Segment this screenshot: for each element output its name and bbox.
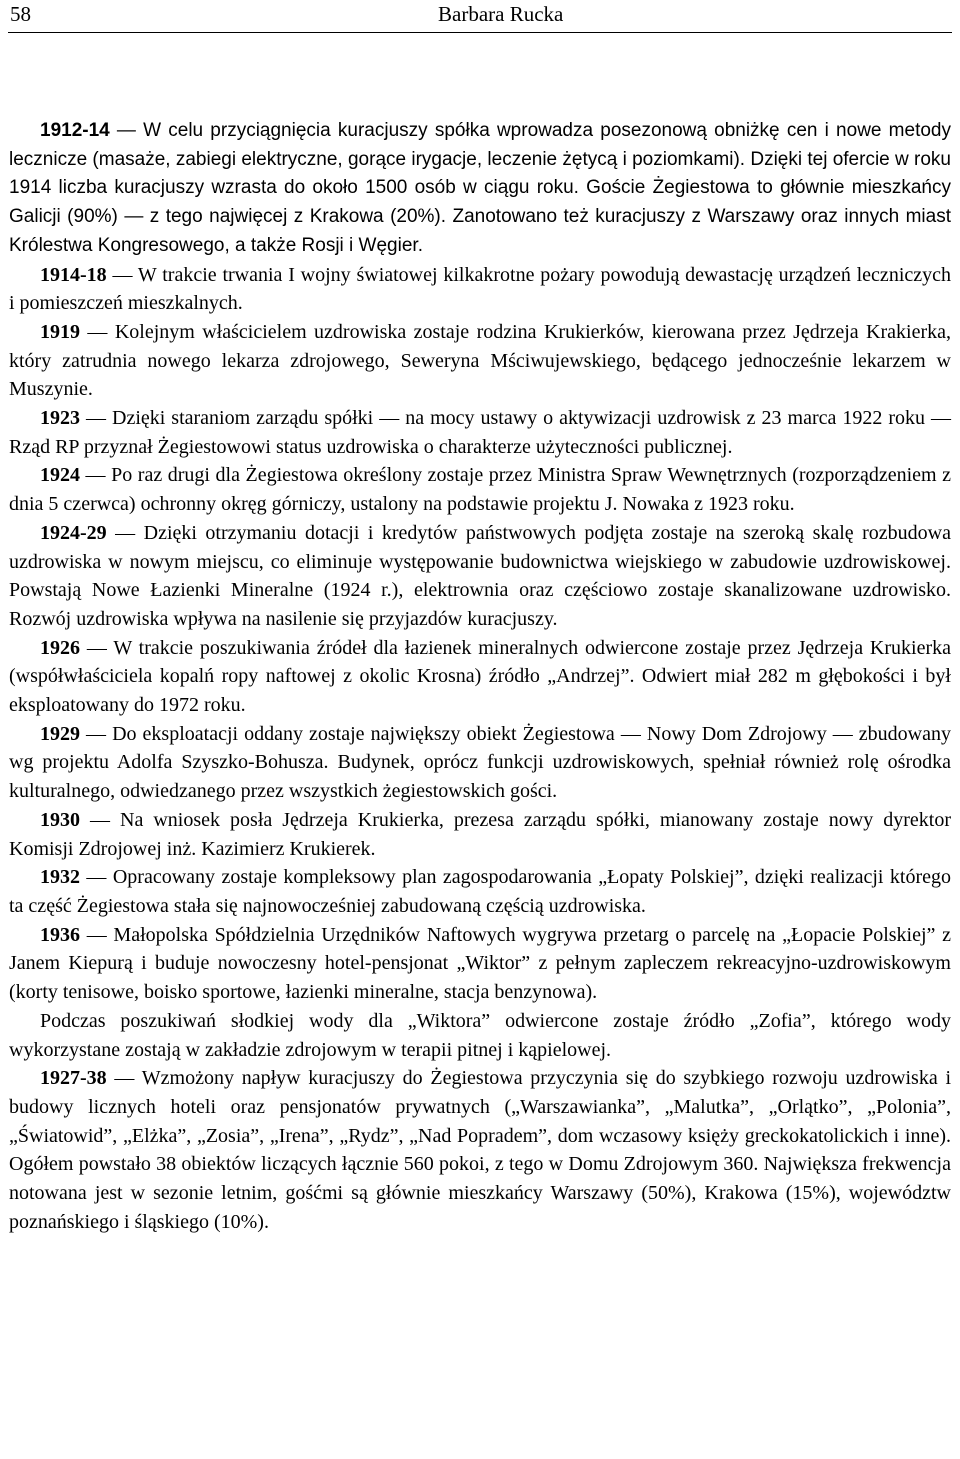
entry-year: 1924 bbox=[40, 464, 80, 487]
entry-text: W trakcie poszukiwania źródeł dla łazienek mineralnych odwiercone zostaje przez Jędrzeja Krukierka (współwłaściciela kopalń ropy naftowej z okolic Krosna) źródło „Andrzej”. Odwiert miał 282 m głębokości i był eksploatowany do 1972 roku. bbox=[9, 636, 952, 717]
entry-text: Dzięki staraniom zarządu spółki — na mocy ustawy o aktywizacji uzdrowisk z 23 marca 1922 roku — Rząd RP przyznał Żegiestowowi status uzdrowiska o charakterze użyteczności publicznej. bbox=[9, 407, 951, 458]
entry-separator: — bbox=[106, 263, 138, 286]
entry-text: Po raz drugi dla Żegiestowa określony zostaje przez Ministra Spraw Wewnętrznych (rozporządzeniem z dnia 5 czerwca) ochronny okręg górniczy, ustalony na podstawie projektu J. Nowaka z 1923 roku. bbox=[9, 464, 952, 516]
chronology-entry bbox=[9, 461, 951, 518]
entry-text: Kolejnym właścicielem uzdrowiska zostaje rodzina Krukierków, kierowana przez Jędrzeja Krakierka, który zatrudnia nowego lekarza zdrojowego, Seweryna Mściwujewskiego, będącego jednocześnie lekarzem w Muszynie. bbox=[9, 320, 951, 401]
entry-year: 1919 bbox=[40, 320, 80, 343]
entry-text: Do eksploatacji oddany zostaje największy obiekt Żegiestowa — Nowy Dom Zdrojowy — zbudowany wg projektu Adolfa Szyszko-Bohusza. Budynek, oprócz funkcji uzdrowiskowych, spełniał również rolę ośrodka kulturalnego, odwiedzanego przez wszystkich żegiestowskich gości. bbox=[9, 722, 951, 803]
entry-year: 1923 bbox=[40, 407, 80, 430]
chronology-entry bbox=[9, 1064, 951, 1236]
entry-text: W celu przyciągnięcia kuracjuszy spółka wprowadza posezonową obniżkę cen i nowe metody lecznicze (masaże, zabiegi elektryczne, gorące irygacje, leczenie żętycą i poziomkami). Dzięki tej ofercie w roku 1914 liczba kuracjuszy wzrasta do około 1500 osób w ciągu roku. Goście Żegiestowa to głównie mieszkańcy Galicji (90%) — z tego najwięcej z Krakowa (20%). Zanotowano też kuracjuszy z Warszawy oraz innych miast Królestwa Kongresowego, a także Rosji i Węgier. bbox=[9, 120, 951, 256]
entry-year: 1936 bbox=[40, 923, 80, 946]
chronology-entry bbox=[9, 863, 951, 920]
chronology-entry bbox=[9, 519, 951, 634]
chronology-entry bbox=[9, 806, 951, 863]
entry-text: W trakcie trwania I wojny światowej kilkakrotne pożary powodują dewastację urządzeń leczniczych i pomieszczeń mieszkalnych. bbox=[9, 263, 952, 315]
entry-year: 1930 bbox=[40, 808, 80, 831]
running-header bbox=[8, 0, 952, 33]
chronology-entry bbox=[9, 921, 951, 1007]
chronology-entry bbox=[9, 261, 951, 318]
chronology-paragraph bbox=[9, 1007, 951, 1064]
entry-year: 1912-14 bbox=[40, 120, 110, 141]
entry-separator: — bbox=[80, 808, 121, 831]
entry-separator: — bbox=[80, 464, 112, 487]
running-author: Barbara Rucka bbox=[438, 2, 564, 26]
chronology-entry bbox=[9, 634, 951, 720]
entry-text: Wzmożony napływ kuracjuszy do Żegiestowa przyczynia się do szybkiego rozwoju uzdrowiska i budowy licznych hoteli oraz pensjonatów prywatnych („Warszawianka”, „Malutka”, „Orlątko”, „Polonia”, „Światowid”, „Elżka”, „Zosia”, „Irena”, „Rydz”, „Nad Popradem”, dom wczasowy księży greckokatolickich i inne). Ogółem powstało 38 obiektów liczących łącznie 560 pokoi, z tego w Domu Zdrojowym 360. Największa frekwencja notowana jest w sezonie letnim, gośćmi są głównie mieszkańcy Warszawy (50%), Krakowa (15%), województw poznańskiego i śląskiego (10%). bbox=[9, 1067, 952, 1233]
entry-separator: — bbox=[106, 521, 144, 544]
entry-year: 1929 bbox=[40, 722, 80, 745]
entry-year: 1932 bbox=[40, 866, 80, 889]
entry-separator: — bbox=[109, 120, 144, 141]
entry-text: Opracowany zostaje kompleksowy plan zagospodarowania „Łopaty Polskiej”, dzięki realizacji którego ta część Żegiestowa stała się najnowocześniej zabudowaną częścią uzdrowiska. bbox=[9, 866, 951, 917]
chronology-entry bbox=[9, 117, 951, 261]
entry-separator: — bbox=[80, 923, 114, 946]
page-number: 58 bbox=[10, 2, 31, 26]
chronology-text bbox=[9, 117, 951, 1236]
entry-year: 1914-18 bbox=[40, 263, 107, 286]
entry-separator: — bbox=[106, 1067, 142, 1090]
entry-separator: — bbox=[80, 320, 115, 343]
entry-separator: — bbox=[80, 636, 114, 659]
entry-year: 1926 bbox=[40, 636, 80, 659]
chronology-entry bbox=[9, 720, 951, 806]
chronology-entry bbox=[9, 318, 951, 404]
chronology-entry bbox=[9, 404, 951, 461]
entry-separator: — bbox=[80, 866, 113, 889]
entry-text: Podczas poszukiwań słodkiej wody dla „Wiktora” odwiercone zostaje źródło „Zofia”, którego wody wykorzystane zostają w zakładzie zdrojowym w terapii pitnej i kąpielowej. bbox=[9, 1009, 951, 1061]
entry-text: Na wniosek posła Jędrzeja Krukierka, prezesa zarządu spółki, mianowany zostaje nowy dyrektor Komisji Zdrojowej inż. Kazimierz Krukierek. bbox=[9, 808, 951, 860]
entry-text: Małopolska Spółdzielnia Urzędników Naftowych wygrywa przetarg o parcelę na „Łopacie Polskiej” z Janem Kiepurą i buduje nowoczesny hotel-pensjonat „Wiktor” z pełnym zapleczem rekreacyjno-uzdrowiskowym (korty tenisowe, boisko sportowe, łazienki mineralne, stacja benzynowa). bbox=[9, 923, 951, 1004]
entry-year: 1927-38 bbox=[40, 1067, 107, 1090]
entry-year: 1924-29 bbox=[40, 521, 107, 544]
entry-text: Dzięki otrzymaniu dotacji i kredytów państwowych podjęta zostaje na szeroką skalę rozbudowa uzdrowiska w nowym miejscu, co eliminuje występowanie budownictwa wiejskiego w zabudowie uzdrowiskowej. Powstają Nowe Łazienki Mineralne (1924 r.), elektrownia oraz częściowo zostaje skanalizowane uzdrowisko. Rozwój uzdrowiska wpływa na nasilenie się przyjazdów kuracjuszy. bbox=[9, 521, 951, 630]
entry-separator: — bbox=[80, 407, 112, 430]
entry-separator: — bbox=[80, 722, 113, 745]
